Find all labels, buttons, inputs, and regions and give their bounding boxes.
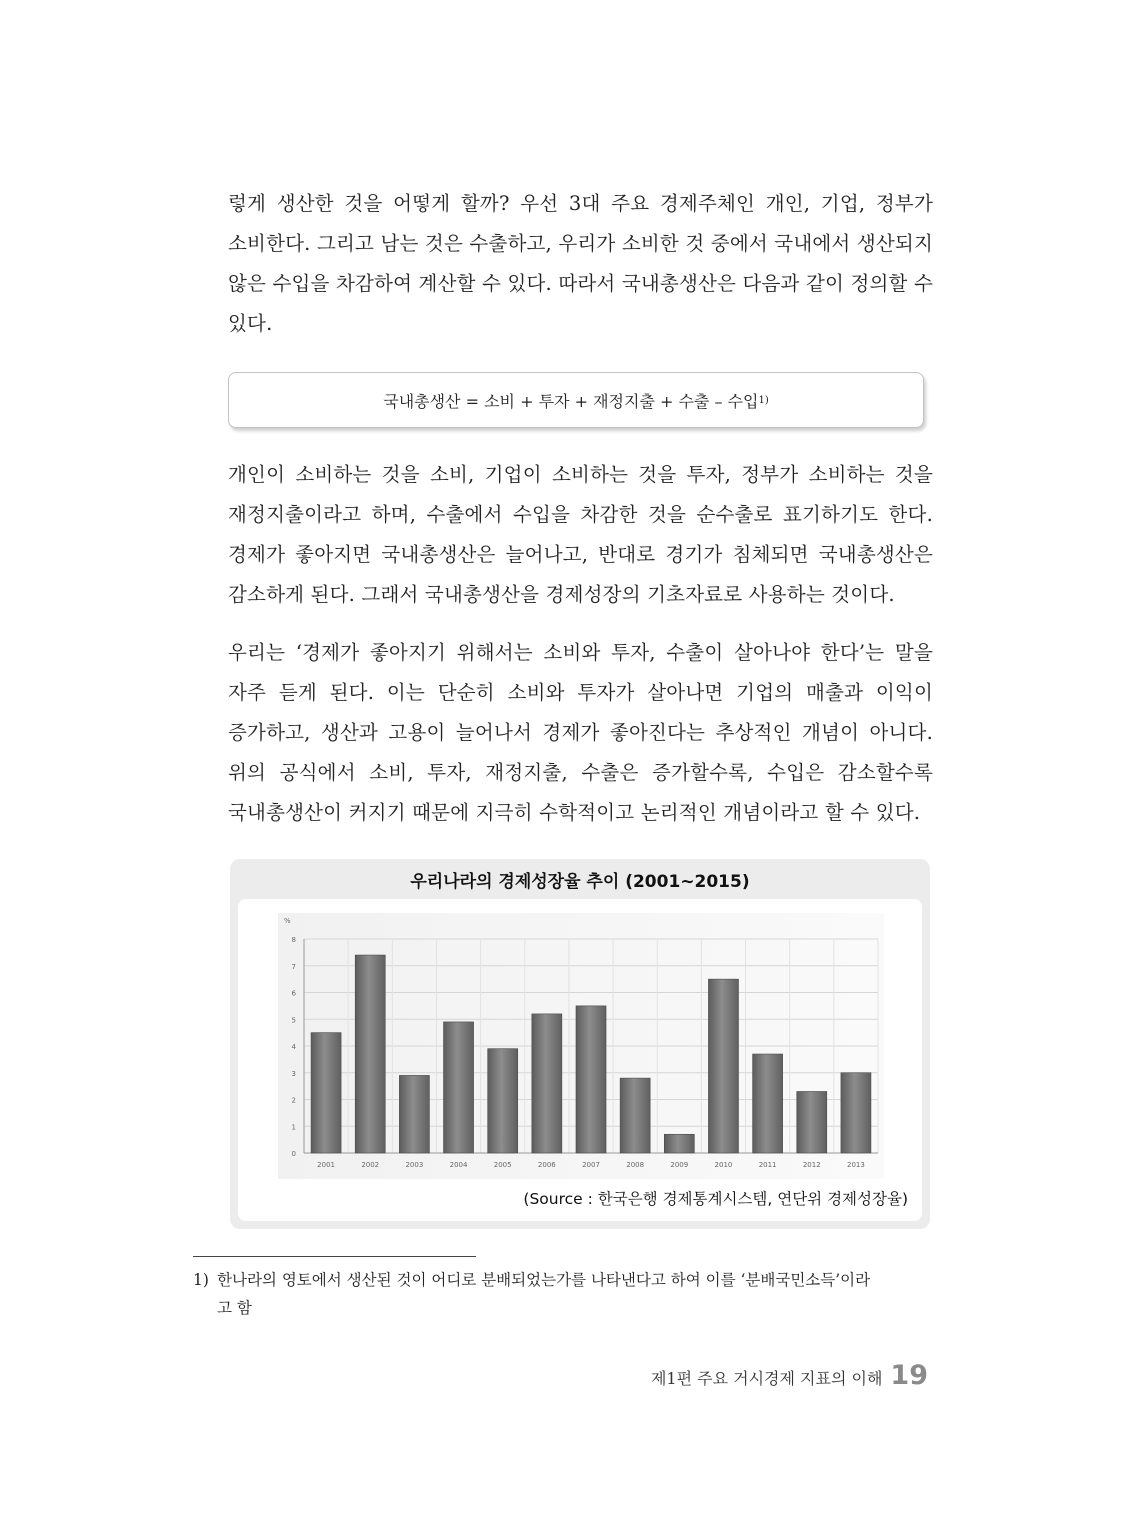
- bar: [532, 1014, 562, 1153]
- bar: [753, 1054, 783, 1153]
- page-number: 19: [890, 1360, 928, 1391]
- footnote-text-line2: 고 함: [217, 1299, 252, 1317]
- y-tick-label: 8: [291, 936, 296, 944]
- x-tick-label: 2007: [582, 1161, 600, 1169]
- footnote-divider: [193, 1256, 476, 1257]
- bar: [708, 979, 738, 1153]
- x-tick-label: 2011: [758, 1161, 777, 1169]
- bar: [841, 1073, 871, 1153]
- x-tick-label: 2009: [670, 1161, 689, 1169]
- x-tick-label: 2005: [493, 1161, 512, 1169]
- x-tick-label: 2008: [626, 1161, 645, 1169]
- chart-area: [238, 899, 922, 1221]
- bar: [399, 1075, 429, 1153]
- bar: [620, 1078, 650, 1153]
- x-tick-label: 2006: [537, 1161, 556, 1169]
- bar: [355, 955, 385, 1153]
- y-tick-label: 7: [291, 962, 296, 971]
- x-tick-label: 2002: [361, 1161, 380, 1169]
- paragraph-2: 개인이 소비하는 것을 소비, 기업이 소비하는 것을 투자, 정부가 소비하는 것을 재정지출이라고 하며, 수출에서 수입을 차감한 것을 순수출로 표기하기도 한다. 경제가 좋아지면 국내총생산은 늘어나고, 반대로 경기가 침체되면 국내총생산은 감소하게 된다. 그래서 국내총생산을 경제성장의 기초자료로 사용하는 것이다.: [228, 463, 933, 606]
- footnote-text-line1: 한나라의 영토에서 생산된 것이 어디로 분배되었는가를 나타낸다고 하여 이를 ‘분배국민소득’이라: [217, 1271, 871, 1289]
- y-axis-unit: %: [284, 917, 291, 925]
- page-footer: [651, 1360, 928, 1391]
- y-tick-label: 4: [291, 1043, 296, 1051]
- formula-text: 국내총생산 = 소비 + 투자 + 재정지출 + 수출 – 수입: [383, 391, 759, 411]
- x-tick-label: 2013: [847, 1161, 865, 1169]
- formula-box: [228, 372, 924, 428]
- chart-source: (Source : 한국은행 경제통계시스템, 연단위 경제성장율): [523, 1190, 908, 1208]
- x-tick-label: 2010: [714, 1161, 733, 1169]
- y-tick-label: 2: [291, 1096, 296, 1105]
- bar: [664, 1134, 694, 1153]
- chart-title: 우리나라의 경제성장율 추이 (2001∼2015): [410, 872, 750, 892]
- x-tick-label: 2001: [317, 1161, 335, 1169]
- y-tick-label: 0: [291, 1150, 296, 1158]
- bar: [311, 1033, 341, 1153]
- bar-chart: [278, 913, 884, 1179]
- paragraph-3: 우리는 ‘경제가 좋아지기 위해서는 소비와 투자, 수출이 살아나야 한다’는 말을 자주 듣게 된다. 이는 단순히 소비와 투자가 살아나면 기업의 매출과 이익이 증가하고, 생산과 고용이 늘어나서 경제가 좋아진다는 추상적인 개념이 아니다. 위의 공식에서 소비, 투자, 재정지출, 수출은 증가할수록, 수입은 감소할수록 국내총생산이 커지기 때문에 지극히 수학적이고 논리적인 개념이라고 할 수 있다.: [228, 641, 933, 824]
- x-tick-label: 2003: [405, 1161, 424, 1169]
- footnote: [193, 1266, 938, 1322]
- y-tick-label: 3: [291, 1069, 296, 1078]
- footer-title: 제1편 주요 거시경제 지표의 이해: [650, 1369, 883, 1388]
- bar: [576, 1006, 606, 1153]
- x-tick-label: 2004: [449, 1161, 468, 1169]
- paragraph-1: 렇게 생산한 것을 어떻게 할까? 우선 3대 주요 경제주체인 개인, 기업, 정부가 소비한다. 그리고 남는 것은 수출하고, 우리가 소비한 것 중에서 국내에서 생산되지 않은 수입을 차감하여 계산할 수 있다. 따라서 국내총생산은 다음과 같이 정의할 수 있다.: [228, 192, 934, 335]
- chart-panel: [230, 859, 930, 1229]
- bar: [444, 1022, 474, 1153]
- y-tick-label: 5: [291, 1016, 296, 1025]
- formula-footnote-ref: 1): [758, 394, 769, 406]
- y-tick-label: 1: [291, 1123, 296, 1132]
- footnote-number: 1): [193, 1271, 209, 1289]
- bar: [488, 1049, 518, 1153]
- x-tick-label: 2012: [802, 1161, 821, 1169]
- y-tick-label: 6: [291, 989, 296, 998]
- bar: [797, 1091, 827, 1153]
